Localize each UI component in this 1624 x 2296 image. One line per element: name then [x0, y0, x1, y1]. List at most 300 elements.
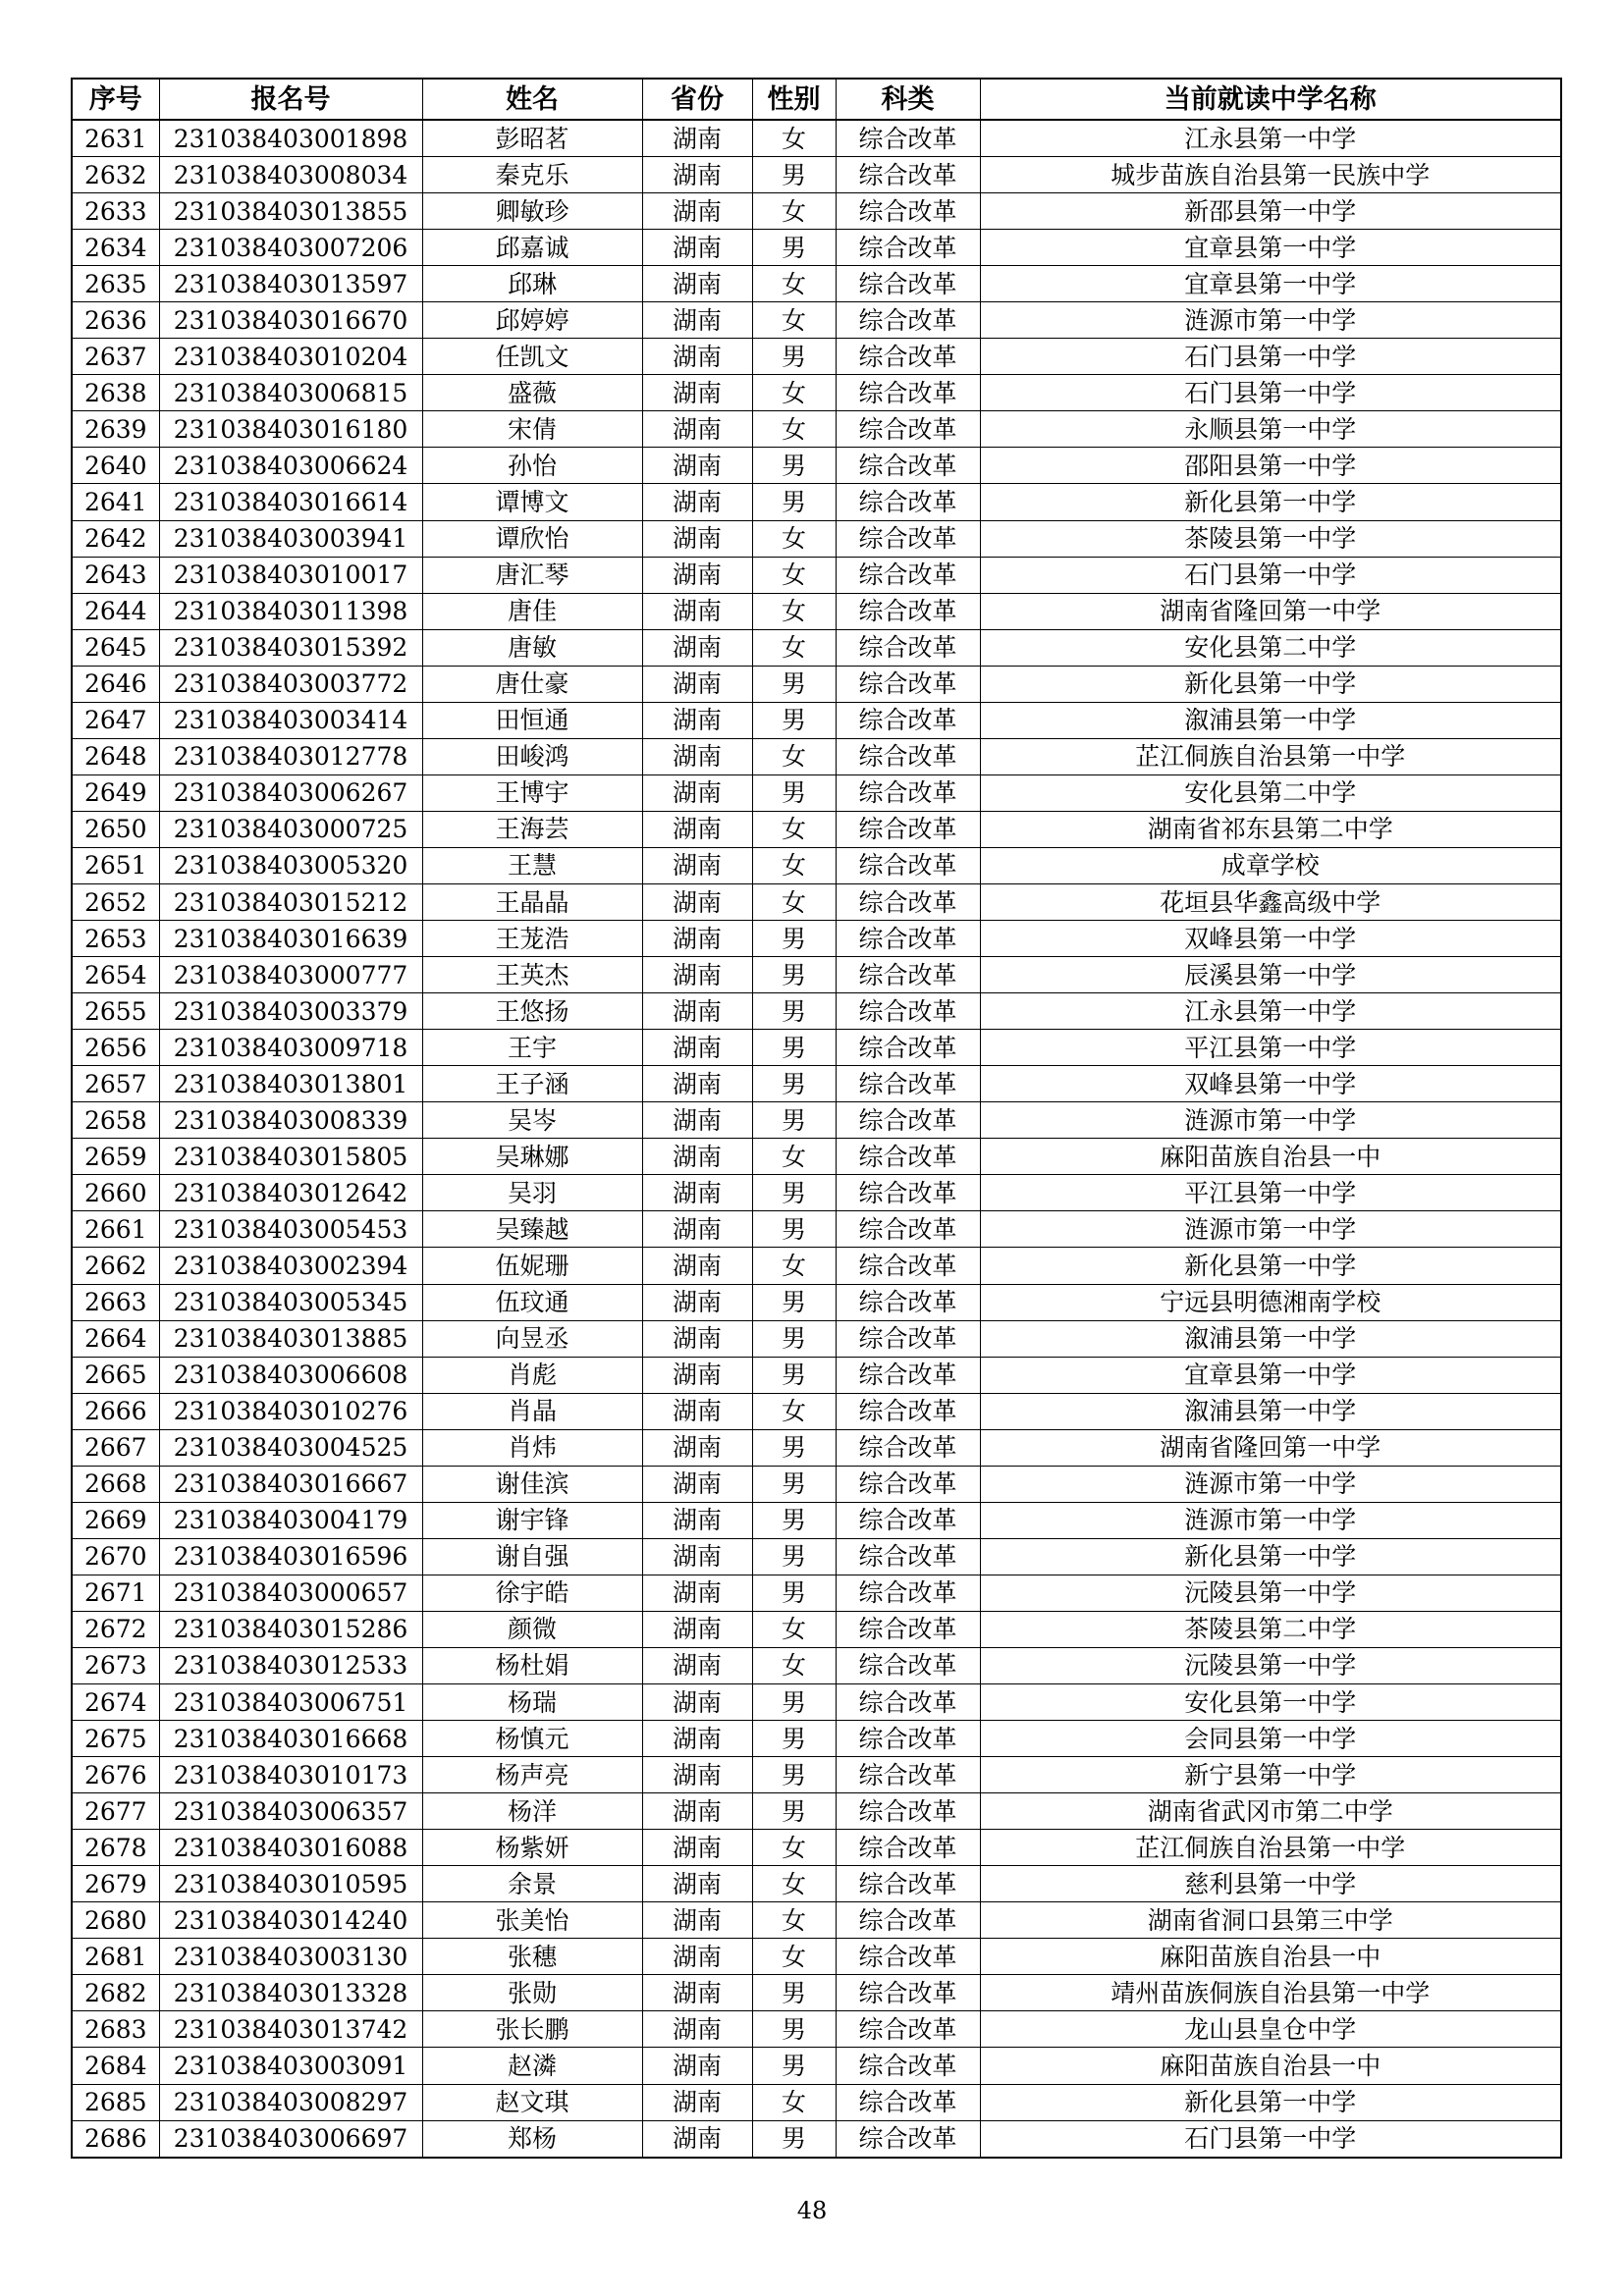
gender-cell: 女: [752, 2084, 836, 2120]
serial-cell: 2658: [72, 1102, 159, 1139]
table-row: [72, 2084, 1561, 2120]
gender-cell: 男: [752, 157, 836, 193]
serial-cell: 2642: [72, 520, 159, 557]
name-cell: 张穗: [422, 1939, 642, 1975]
category-cell: 综合改革: [836, 666, 980, 702]
province-cell: 湖南: [642, 1793, 752, 1830]
gender-cell: 女: [752, 1393, 836, 1429]
province-cell: 湖南: [642, 557, 752, 593]
registration-number-cell: 231038403006608: [159, 1357, 422, 1393]
school-cell: 江永县第一中学: [980, 120, 1561, 157]
registration-number-cell: 231038403010173: [159, 1757, 422, 1793]
gender-cell: 男: [752, 1721, 836, 1757]
table-row: [72, 1466, 1561, 1502]
province-cell: 湖南: [642, 2084, 752, 2120]
table-row: [72, 738, 1561, 774]
serial-cell: 2673: [72, 1647, 159, 1683]
province-cell: 湖南: [642, 120, 752, 157]
name-cell: 赵潾: [422, 2048, 642, 2084]
serial-cell: 2676: [72, 1757, 159, 1793]
registration-number-cell: 231038403004525: [159, 1429, 422, 1466]
name-cell: 吴岑: [422, 1102, 642, 1139]
gender-cell: 女: [752, 1866, 836, 1902]
table-row: [72, 230, 1561, 266]
province-cell: 湖南: [642, 993, 752, 1030]
serial-cell: 2647: [72, 702, 159, 738]
table-row: [72, 774, 1561, 811]
province-cell: 湖南: [642, 375, 752, 411]
category-cell: 综合改革: [836, 1975, 980, 2011]
name-cell: 杨杜娟: [422, 1647, 642, 1683]
serial-cell: 2641: [72, 484, 159, 520]
registration-number-cell: 231038403005320: [159, 847, 422, 883]
province-cell: 湖南: [642, 921, 752, 957]
school-cell: 宜章县第一中学: [980, 266, 1561, 302]
school-cell: 永顺县第一中学: [980, 411, 1561, 448]
table-row: [72, 120, 1561, 157]
category-cell: 综合改革: [836, 993, 980, 1030]
table-row: [72, 593, 1561, 629]
province-cell: 湖南: [642, 2120, 752, 2158]
category-cell: 综合改革: [836, 1030, 980, 1066]
gender-cell: 女: [752, 1647, 836, 1683]
table-row: [72, 921, 1561, 957]
province-cell: 湖南: [642, 484, 752, 520]
school-cell: 双峰县第一中学: [980, 921, 1561, 957]
category-cell: 综合改革: [836, 1757, 980, 1793]
category-cell: 综合改革: [836, 1866, 980, 1902]
gender-cell: 女: [752, 593, 836, 629]
gender-cell: 男: [752, 774, 836, 811]
table-row: [72, 557, 1561, 593]
name-cell: 王海芸: [422, 811, 642, 847]
school-cell: 安化县第二中学: [980, 629, 1561, 666]
name-cell: 邱琳: [422, 266, 642, 302]
name-cell: 徐宇皓: [422, 1575, 642, 1611]
serial-cell: 2663: [72, 1284, 159, 1320]
table-row: [72, 1030, 1561, 1066]
name-cell: 卿敏珍: [422, 193, 642, 230]
serial-cell: 2657: [72, 1066, 159, 1102]
school-cell: 麻阳苗族自治县一中: [980, 1939, 1561, 1975]
table-row: [72, 520, 1561, 557]
table-row: [72, 1684, 1561, 1721]
category-cell: 综合改革: [836, 2011, 980, 2048]
serial-cell: 2685: [72, 2084, 159, 2120]
school-cell: 新化县第一中学: [980, 666, 1561, 702]
gender-cell: 男: [752, 993, 836, 1030]
table-row: [72, 157, 1561, 193]
gender-cell: 女: [752, 411, 836, 448]
gender-cell: 男: [752, 1975, 836, 2011]
province-cell: 湖南: [642, 1830, 752, 1866]
province-cell: 湖南: [642, 1611, 752, 1647]
gender-cell: 男: [752, 2048, 836, 2084]
name-cell: 张美怡: [422, 1902, 642, 1939]
category-cell: 综合改革: [836, 1830, 980, 1866]
category-cell: 综合改革: [836, 957, 980, 993]
name-cell: 唐佳: [422, 593, 642, 629]
gender-cell: 男: [752, 702, 836, 738]
category-cell: 综合改革: [836, 484, 980, 520]
gender-cell: 男: [752, 1793, 836, 1830]
serial-cell: 2656: [72, 1030, 159, 1066]
province-cell: 湖南: [642, 302, 752, 339]
gender-cell: 男: [752, 1502, 836, 1538]
school-cell: 江永县第一中学: [980, 993, 1561, 1030]
gender-cell: 女: [752, 1902, 836, 1939]
serial-cell: 2634: [72, 230, 159, 266]
table-row: [72, 1575, 1561, 1611]
category-cell: 综合改革: [836, 811, 980, 847]
category-cell: 综合改革: [836, 1647, 980, 1683]
gender-cell: 男: [752, 1066, 836, 1102]
province-cell: 湖南: [642, 1538, 752, 1575]
name-cell: 吴琳娜: [422, 1139, 642, 1175]
province-cell: 湖南: [642, 1429, 752, 1466]
school-cell: 湖南省隆回第一中学: [980, 1429, 1561, 1466]
table-row: [72, 266, 1561, 302]
registration-number-cell: 231038403014240: [159, 1902, 422, 1939]
name-cell: 谭博文: [422, 484, 642, 520]
gender-cell: 男: [752, 1538, 836, 1575]
registration-number-cell: 231038403003941: [159, 520, 422, 557]
category-cell: 综合改革: [836, 1611, 980, 1647]
serial-cell: 2659: [72, 1139, 159, 1175]
gender-cell: 女: [752, 557, 836, 593]
category-cell: 综合改革: [836, 448, 980, 484]
serial-cell: 2666: [72, 1393, 159, 1429]
province-cell: 湖南: [642, 1393, 752, 1429]
serial-cell: 2678: [72, 1830, 159, 1866]
gender-cell: 男: [752, 1466, 836, 1502]
school-cell: 茶陵县第一中学: [980, 520, 1561, 557]
category-cell: 综合改革: [836, 593, 980, 629]
serial-cell: 2643: [72, 557, 159, 593]
province-cell: 湖南: [642, 957, 752, 993]
province-cell: 湖南: [642, 1684, 752, 1721]
province-cell: 湖南: [642, 1357, 752, 1393]
serial-cell: 2677: [72, 1793, 159, 1830]
header-gender: 性别: [752, 79, 836, 120]
category-cell: 综合改革: [836, 738, 980, 774]
registration-number-cell: 231038403010017: [159, 557, 422, 593]
table-row: [72, 1830, 1561, 1866]
registration-number-cell: 231038403016668: [159, 1721, 422, 1757]
name-cell: 肖炜: [422, 1429, 642, 1466]
table-row: [72, 2120, 1561, 2158]
header-serial: 序号: [72, 79, 159, 120]
serial-cell: 2682: [72, 1975, 159, 2011]
registration-number-cell: 231038403015392: [159, 629, 422, 666]
registration-number-cell: 231038403005345: [159, 1284, 422, 1320]
school-cell: 芷江侗族自治县第一中学: [980, 738, 1561, 774]
category-cell: 综合改革: [836, 1466, 980, 1502]
category-cell: 综合改革: [836, 375, 980, 411]
registration-number-cell: 231038403001898: [159, 120, 422, 157]
category-cell: 综合改革: [836, 157, 980, 193]
category-cell: 综合改革: [836, 557, 980, 593]
registration-number-cell: 231038403016180: [159, 411, 422, 448]
gender-cell: 女: [752, 375, 836, 411]
table-row: [72, 1502, 1561, 1538]
school-cell: 邵阳县第一中学: [980, 448, 1561, 484]
table-row: [72, 302, 1561, 339]
name-cell: 王慧: [422, 847, 642, 883]
serial-cell: 2638: [72, 375, 159, 411]
name-cell: 杨瑞: [422, 1684, 642, 1721]
registration-number-cell: 231038403000777: [159, 957, 422, 993]
gender-cell: 女: [752, 847, 836, 883]
registration-number-cell: 231038403010595: [159, 1866, 422, 1902]
category-cell: 综合改革: [836, 1211, 980, 1248]
serial-cell: 2636: [72, 302, 159, 339]
school-cell: 龙山县皇仓中学: [980, 2011, 1561, 2048]
serial-cell: 2646: [72, 666, 159, 702]
school-cell: 宜章县第一中学: [980, 1357, 1561, 1393]
gender-cell: 女: [752, 883, 836, 920]
province-cell: 湖南: [642, 339, 752, 375]
category-cell: 综合改革: [836, 339, 980, 375]
school-cell: 沅陵县第一中学: [980, 1575, 1561, 1611]
name-cell: 邱婷婷: [422, 302, 642, 339]
registration-number-cell: 231038403006697: [159, 2120, 422, 2158]
province-cell: 湖南: [642, 1102, 752, 1139]
name-cell: 谢佳滨: [422, 1466, 642, 1502]
province-cell: 湖南: [642, 666, 752, 702]
registration-number-cell: 231038403011398: [159, 593, 422, 629]
registration-number-cell: 231038403013885: [159, 1320, 422, 1357]
school-cell: 慈利县第一中学: [980, 1866, 1561, 1902]
table-row: [72, 1429, 1561, 1466]
table-row: [72, 1757, 1561, 1793]
name-cell: 王晶晶: [422, 883, 642, 920]
school-cell: 涟源市第一中学: [980, 1102, 1561, 1139]
gender-cell: 男: [752, 484, 836, 520]
registration-number-cell: 231038403000725: [159, 811, 422, 847]
table-row: [72, 484, 1561, 520]
school-cell: 会同县第一中学: [980, 1721, 1561, 1757]
school-cell: 平江县第一中学: [980, 1175, 1561, 1211]
gender-cell: 男: [752, 1684, 836, 1721]
serial-cell: 2665: [72, 1357, 159, 1393]
name-cell: 彭昭茗: [422, 120, 642, 157]
category-cell: 综合改革: [836, 2120, 980, 2158]
table-header: [72, 79, 1561, 120]
category-cell: 综合改革: [836, 1320, 980, 1357]
name-cell: 杨慎元: [422, 1721, 642, 1757]
table-row: [72, 1066, 1561, 1102]
table-row: [72, 1320, 1561, 1357]
gender-cell: 男: [752, 230, 836, 266]
name-cell: 肖晶: [422, 1393, 642, 1429]
serial-cell: 2653: [72, 921, 159, 957]
name-cell: 谢宇锋: [422, 1502, 642, 1538]
school-cell: 安化县第一中学: [980, 1684, 1561, 1721]
registration-number-cell: 231038403000657: [159, 1575, 422, 1611]
province-cell: 湖南: [642, 1575, 752, 1611]
category-cell: 综合改革: [836, 1284, 980, 1320]
name-cell: 吴臻越: [422, 1211, 642, 1248]
name-cell: 余景: [422, 1866, 642, 1902]
header-category: 科类: [836, 79, 980, 120]
province-cell: 湖南: [642, 738, 752, 774]
serial-cell: 2670: [72, 1538, 159, 1575]
registration-number-cell: 231038403010204: [159, 339, 422, 375]
table-row: [72, 1211, 1561, 1248]
table-row: [72, 1102, 1561, 1139]
name-cell: 杨紫妍: [422, 1830, 642, 1866]
category-cell: 综合改革: [836, 520, 980, 557]
serial-cell: 2635: [72, 266, 159, 302]
province-cell: 湖南: [642, 1647, 752, 1683]
category-cell: 综合改革: [836, 774, 980, 811]
category-cell: 综合改革: [836, 302, 980, 339]
registration-number-cell: 231038403003130: [159, 1939, 422, 1975]
table-row: [72, 2048, 1561, 2084]
gender-cell: 男: [752, 2120, 836, 2158]
school-cell: 麻阳苗族自治县一中: [980, 2048, 1561, 2084]
category-cell: 综合改革: [836, 921, 980, 957]
registration-number-cell: 231038403016088: [159, 1830, 422, 1866]
table-row: [72, 375, 1561, 411]
registration-number-cell: 231038403006624: [159, 448, 422, 484]
serial-cell: 2654: [72, 957, 159, 993]
province-cell: 湖南: [642, 1320, 752, 1357]
category-cell: 综合改革: [836, 629, 980, 666]
province-cell: 湖南: [642, 1466, 752, 1502]
school-cell: 城步苗族自治县第一民族中学: [980, 157, 1561, 193]
name-cell: 王博宇: [422, 774, 642, 811]
category-cell: 综合改革: [836, 193, 980, 230]
registration-number-cell: 231038403016670: [159, 302, 422, 339]
name-cell: 王悠扬: [422, 993, 642, 1030]
serial-cell: 2664: [72, 1320, 159, 1357]
table-row: [72, 448, 1561, 484]
page-number: 48: [796, 2197, 828, 2224]
gender-cell: 男: [752, 1175, 836, 1211]
gender-cell: 女: [752, 1248, 836, 1284]
category-cell: 综合改革: [836, 1357, 980, 1393]
name-cell: 唐敏: [422, 629, 642, 666]
gender-cell: 女: [752, 738, 836, 774]
name-cell: 伍妮珊: [422, 1248, 642, 1284]
province-cell: 湖南: [642, 1284, 752, 1320]
category-cell: 综合改革: [836, 266, 980, 302]
gender-cell: 男: [752, 1211, 836, 1248]
province-cell: 湖南: [642, 1248, 752, 1284]
category-cell: 综合改革: [836, 1684, 980, 1721]
table-row: [72, 629, 1561, 666]
category-cell: 综合改革: [836, 1393, 980, 1429]
name-cell: 颜微: [422, 1611, 642, 1647]
registration-number-cell: 231038403003379: [159, 993, 422, 1030]
school-cell: 安化县第二中学: [980, 774, 1561, 811]
school-cell: 宜章县第一中学: [980, 230, 1561, 266]
category-cell: 综合改革: [836, 1066, 980, 1102]
school-cell: 新化县第一中学: [980, 1538, 1561, 1575]
serial-cell: 2648: [72, 738, 159, 774]
name-cell: 杨洋: [422, 1793, 642, 1830]
table-row: [72, 1139, 1561, 1175]
province-cell: 湖南: [642, 1030, 752, 1066]
school-cell: 涟源市第一中学: [980, 1502, 1561, 1538]
table-row: [72, 1721, 1561, 1757]
school-cell: 新邵县第一中学: [980, 193, 1561, 230]
category-cell: 综合改革: [836, 1902, 980, 1939]
registration-number-cell: 231038403015286: [159, 1611, 422, 1647]
serial-cell: 2667: [72, 1429, 159, 1466]
serial-cell: 2662: [72, 1248, 159, 1284]
table-row: [72, 1793, 1561, 1830]
serial-cell: 2640: [72, 448, 159, 484]
serial-cell: 2633: [72, 193, 159, 230]
table-row: [72, 702, 1561, 738]
province-cell: 湖南: [642, 230, 752, 266]
category-cell: 综合改革: [836, 1175, 980, 1211]
serial-cell: 2649: [72, 774, 159, 811]
province-cell: 湖南: [642, 1975, 752, 2011]
school-cell: 新化县第一中学: [980, 1248, 1561, 1284]
name-cell: 孙怡: [422, 448, 642, 484]
name-cell: 唐仕豪: [422, 666, 642, 702]
gender-cell: 女: [752, 302, 836, 339]
table-row: [72, 411, 1561, 448]
school-cell: 双峰县第一中学: [980, 1066, 1561, 1102]
category-cell: 综合改革: [836, 120, 980, 157]
school-cell: 平江县第一中学: [980, 1030, 1561, 1066]
gender-cell: 女: [752, 1830, 836, 1866]
registration-number-cell: 231038403006815: [159, 375, 422, 411]
serial-cell: 2639: [72, 411, 159, 448]
registration-number-cell: 231038403015212: [159, 883, 422, 920]
school-cell: 靖州苗族侗族自治县第一中学: [980, 1975, 1561, 2011]
gender-cell: 男: [752, 1284, 836, 1320]
name-cell: 盛薇: [422, 375, 642, 411]
category-cell: 综合改革: [836, 1721, 980, 1757]
registration-number-cell: 231038403012642: [159, 1175, 422, 1211]
name-cell: 张长鹏: [422, 2011, 642, 2048]
name-cell: 任凯文: [422, 339, 642, 375]
registration-number-cell: 231038403012533: [159, 1647, 422, 1683]
registration-number-cell: 231038403004179: [159, 1502, 422, 1538]
serial-cell: 2652: [72, 883, 159, 920]
province-cell: 湖南: [642, 702, 752, 738]
registration-number-cell: 231038403012778: [159, 738, 422, 774]
school-cell: 石门县第一中学: [980, 2120, 1561, 2158]
serial-cell: 2672: [72, 1611, 159, 1647]
serial-cell: 2669: [72, 1502, 159, 1538]
serial-cell: 2645: [72, 629, 159, 666]
table-row: [72, 193, 1561, 230]
name-cell: 杨声亮: [422, 1757, 642, 1793]
province-cell: 湖南: [642, 1866, 752, 1902]
province-cell: 湖南: [642, 157, 752, 193]
table-row: [72, 1902, 1561, 1939]
school-cell: 沅陵县第一中学: [980, 1647, 1561, 1683]
name-cell: 向昱丞: [422, 1320, 642, 1357]
gender-cell: 男: [752, 1102, 836, 1139]
name-cell: 赵文琪: [422, 2084, 642, 2120]
gender-cell: 女: [752, 1139, 836, 1175]
province-cell: 湖南: [642, 266, 752, 302]
category-cell: 综合改革: [836, 1248, 980, 1284]
registration-number-cell: 231038403016614: [159, 484, 422, 520]
school-cell: 湖南省祁东县第二中学: [980, 811, 1561, 847]
table-row: [72, 1357, 1561, 1393]
registration-number-cell: 231038403005453: [159, 1211, 422, 1248]
serial-cell: 2655: [72, 993, 159, 1030]
